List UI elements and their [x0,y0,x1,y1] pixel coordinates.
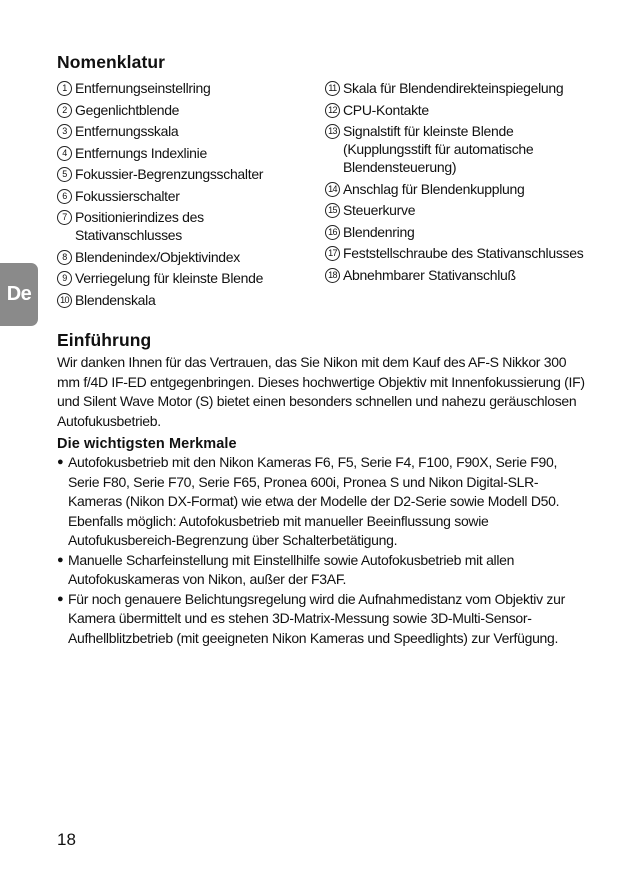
item-number-badge: 11 [325,81,340,96]
feature-item [57,551,587,590]
introduction-title: Einführung [57,330,152,350]
feature-text: Für noch genauere Belichtungsregelung wird die Aufnahmedistanz vom Objektiv zur Kamera übermittelt und es stehen 3D-Matrix-Messung sowie 3D-Multi-Sensor-Aufhellblitzbetrieb (mit geeigneten Nikon Kameras und Speedlights) zur Verfügung. [68,590,565,646]
item-number-badge: 4 [57,146,72,161]
nomenclature-item-label: Verriegelung für kleinste Blende [75,270,264,286]
language-tab [0,263,38,326]
page-content [57,52,587,648]
item-number-badge: 3 [57,124,72,139]
nomenclature-item [325,180,587,198]
item-number-badge: 17 [325,246,340,261]
nomenclature-item-label: Signalstift für kleinste Blende (Kupplungsstift für automatische Blendensteuerung) [343,123,534,175]
bullet-icon: ● [57,553,64,566]
nomenclature-section [57,52,587,312]
introduction-paragraph: Wir danken Ihnen für das Vertrauen, das Sie Nikon mit dem Kauf des AF-S Nikkor 300 mm f/4D IF-ED entgegenbringen. Dieses hochwertige Objektiv mit Innenfokussierung (IF) und Silent Wave Motor (S) bietet einen besonders schnellen und nahezu geräuschlosen Autofukusbetrieb. [57,354,585,429]
nomenclature-columns [57,79,587,312]
nomenclature-item-label: Anschlag für Blendenkupplung [343,180,525,197]
nomenclature-list-right [325,79,587,312]
nomenclature-item-label: Fokussier-Begrenzungsschalter [75,166,264,182]
nomenclature-item-label: Blendenring [343,223,415,240]
item-number-badge: 9 [57,271,72,286]
features-list [57,453,587,648]
feature-item [57,590,587,649]
feature-text: Manuelle Scharfeinstellung mit Einstellhilfe sowie Autofokusbetrieb mit allen Autofokuskameras von Nikon, außer der F3AF. [68,551,515,587]
item-number-badge: 12 [325,103,340,118]
nomenclature-item-label: Blendenindex/Objektivindex [75,248,240,265]
item-number-badge: 7 [57,210,72,225]
nomenclature-item [57,187,307,205]
nomenclature-item-label: Entfernungs Indexlinie [75,144,207,161]
nomenclature-item-label: Entfernungsskala [75,123,179,139]
item-number-badge: 16 [325,225,340,240]
nomenclature-item [57,291,307,309]
nomenclature-item [57,79,307,97]
page-number: 18 [57,830,76,849]
item-number-badge: 13 [325,124,340,139]
item-number-badge: 8 [57,250,72,265]
nomenclature-item [325,101,587,119]
introduction-section [57,330,587,648]
nomenclature-item [57,101,307,119]
nomenclature-item [57,208,307,244]
nomenclature-item [325,201,587,219]
item-number-badge: 2 [57,103,72,118]
nomenclature-title: Nomenklatur [57,52,166,72]
item-number-badge: 14 [325,182,340,197]
nomenclature-item-label: Feststellschraube des Stativanschlusses [343,245,584,261]
nomenclature-item [57,248,307,266]
nomenclature-item-label: Abnehmbarer Stativanschluß [343,266,516,283]
features-title: Die wichtigsten Merkmale [57,436,237,452]
nomenclature-item [57,269,307,287]
nomenclature-item-label: Gegenlichtblende [75,101,180,118]
nomenclature-item-label: Skala für Blendendirekteinspiegelung [343,80,564,96]
item-number-badge: 18 [325,268,340,283]
item-number-badge: 1 [57,81,72,96]
nomenclature-item [325,266,587,284]
bullet-icon: ● [57,592,64,605]
language-tab-label: De [6,283,32,305]
item-number-badge: 6 [57,189,72,204]
item-number-badge: 5 [57,167,72,182]
nomenclature-item [57,122,307,140]
nomenclature-item-label: Steuerkurve [343,202,416,218]
nomenclature-item-label: CPU-Kontakte [343,101,429,118]
nomenclature-item [57,144,307,162]
nomenclature-item-label: Fokussierschalter [75,187,180,204]
nomenclature-item-label: Entfernungseinstellring [75,80,211,96]
item-number-badge: 10 [57,293,72,308]
nomenclature-item [325,244,587,262]
nomenclature-item [325,122,587,176]
feature-text: Autofokusbetrieb mit den Nikon Kameras F6, F5, Serie F4, F100, F90X, Serie F90, Serie F80, Serie F70, Serie F65, Pronea 600i, Pronea S und Nikon Digital-SLR-Kameras (Nikon DX-Format) wie etwa der Modelle der D2-Serie sowie Modell D50. Ebenfalls möglich: Autofokusbetrieb mit manueller Beeinflussung sowie Autofukusbereich-Begrenzung über Schalterbetätigung. [68,454,560,548]
nomenclature-item [325,79,587,97]
nomenclature-item-label: Blendenskala [75,291,156,308]
nomenclature-item [57,165,307,183]
nomenclature-item [325,223,587,241]
bullet-icon: ● [57,456,64,468]
feature-item [57,453,587,551]
nomenclature-list-left [57,79,307,312]
item-number-badge: 15 [325,203,340,218]
nomenclature-item-label: Positionierindizes des Stativanschlusses [75,209,204,243]
